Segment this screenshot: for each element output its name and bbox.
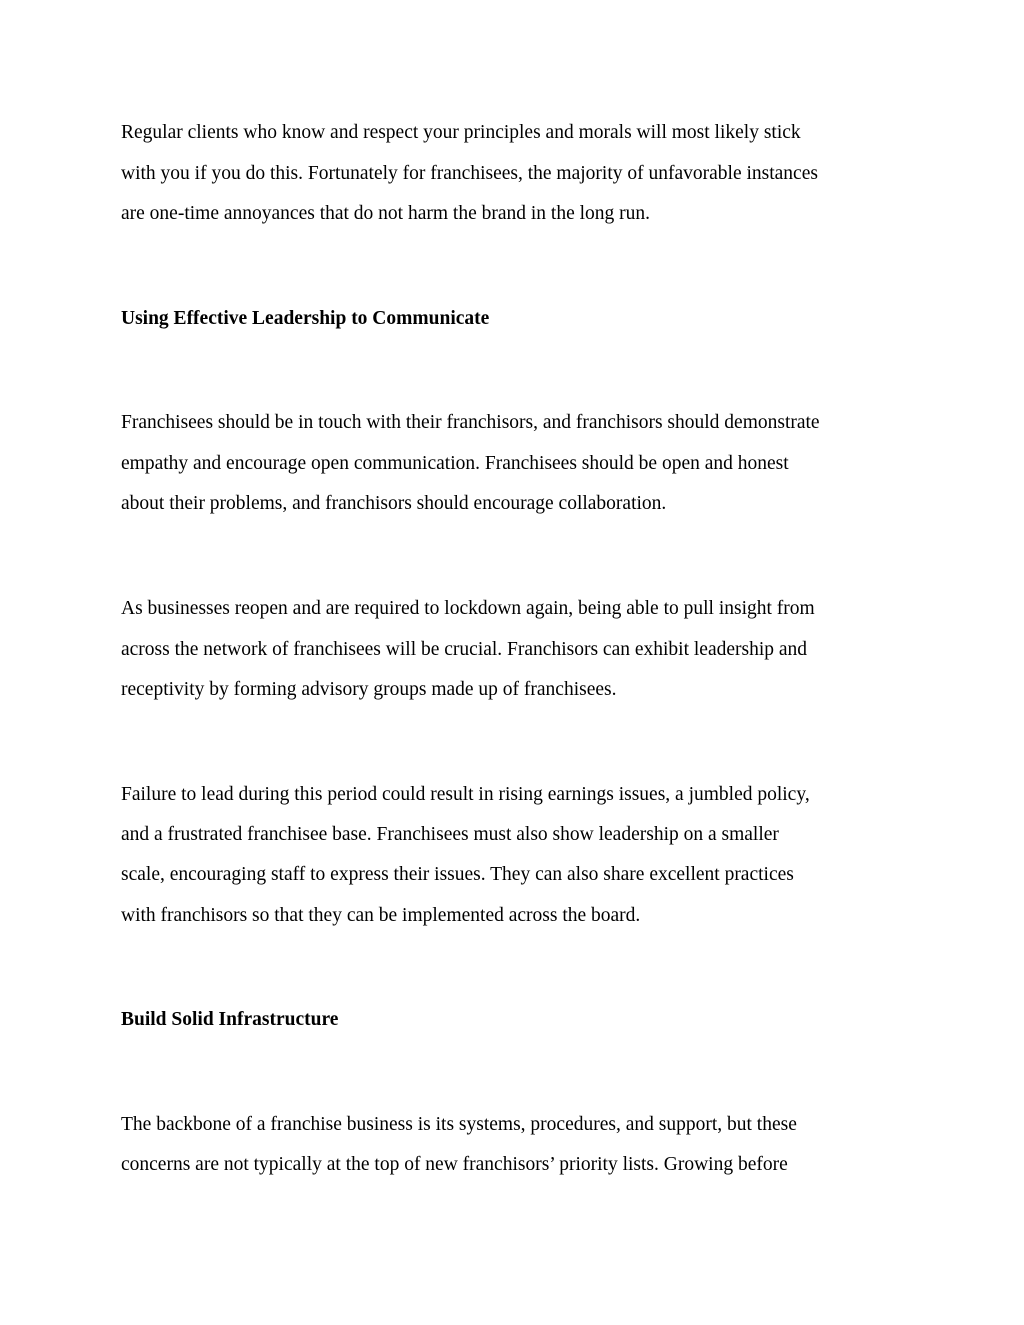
paragraph-3-line-3: receptivity by forming advisory groups made up of franchisees. [121,679,617,700]
paragraph-2-line-2: empathy and encourage open communication. Franchisees should be open and honest [121,453,789,474]
paragraph-1-line-2: with you if you do this. Fortunately for franchisees, the majority of unfavorable instances [121,163,818,184]
paragraph-4-line-1: Failure to lead during this period could result in rising earnings issues, a jumbled policy, [121,784,810,805]
paragraph-3-line-1: As businesses reopen and are required to lockdown again, being able to pull insight from [121,598,815,619]
paragraph-1-line-3: are one-time annoyances that do not harm the brand in the long run. [121,203,651,224]
paragraph-2-line-3: about their problems, and franchisors should encourage collaboration. [121,493,667,514]
paragraph-4-line-2: and a frustrated franchisee base. Franchisees must also show leadership on a smaller [121,824,779,845]
paragraph-3-line-2: across the network of franchisees will be crucial. Franchisors can exhibit leadership and [121,639,808,660]
paragraph-5-line-1: The backbone of a franchise business is its systems, procedures, and support, but these [121,1114,797,1135]
section-heading-infrastructure: Build Solid Infrastructure [121,1009,339,1030]
paragraph-4-line-3: scale, encouraging staff to express their issues. They can also share excellent practices [121,864,794,885]
paragraph-5-line-2: concerns are not typically at the top of new franchisors’ priority lists. Growing before [121,1154,788,1175]
paragraph-1-line-1: Regular clients who know and respect your principles and morals will most likely stick [121,122,801,143]
paragraph-4-line-4: with franchisors so that they can be implemented across the board. [121,905,641,926]
paragraph-2-line-1: Franchisees should be in touch with their franchisors, and franchisors should demonstrate [121,412,820,433]
section-heading-leadership: Using Effective Leadership to Communicate [121,308,490,329]
